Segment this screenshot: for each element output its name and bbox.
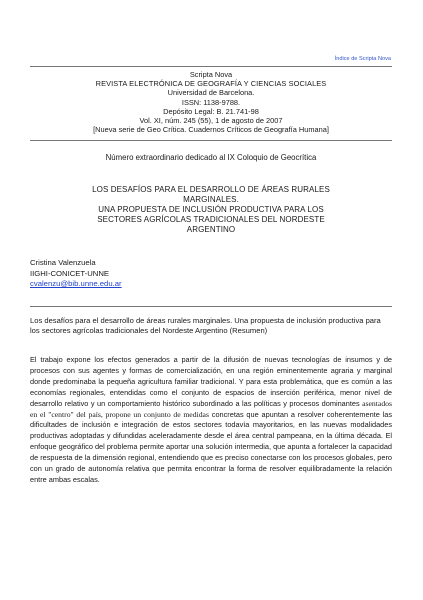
author-affiliation: IIGHI-CONICET-UNNE (30, 268, 110, 278)
article-title (40, 185, 382, 235)
issn: ISSN: 1138-9788. (181, 97, 241, 107)
section-rule (30, 306, 392, 307)
summary-heading: Los desafíos para el desarrollo de áreas rurales marginales. Una propuesta de inclusión productiva para los sectores agrícolas tradicionales del Nordeste Argentino (Resumen) (30, 316, 381, 336)
journal-name: REVISTA ELECTRÓNICA DE GEOGRAFÍA Y CIENCIAS SOCIALES (95, 79, 327, 89)
legal-deposit: Depósito Legal: B. 21.741-98 (163, 106, 259, 116)
title-line: MARGINALES. (183, 195, 239, 204)
masthead-rule (30, 140, 392, 141)
abstract-part: El trabajo expone los efectos generados a partir de la difusión de nuevas tecnologías de insumos y de procesos con sus agentes y formas de comercialización, en una región eminentemente agraria y marginal donde predominaba la pequeña agricultura familiar tradicional. Y para esta problemática, que es común a las economías regionales, entendidas como el conjunto de espacios de inserción periférica, menor nivel de desarrollo relativo y un comportamiento histórico subordinado a las políticas y procesos dominantes (30, 355, 392, 408)
masthead (30, 70, 392, 134)
index-link[interactable]: Índice de Scripta Nova (334, 56, 391, 62)
university: Universidad de Barcelona. (167, 88, 255, 98)
author-email-link[interactable]: cvalenzu@bib.unne.edu.ar (30, 279, 122, 289)
new-series-note: [Nueva serie de Geo Crítica. Cuadernos Críticos de Geografía Humana] (93, 125, 329, 135)
volume-info: Vol. XI, núm. 245 (55), 1 de agosto de 2007 (139, 116, 283, 126)
title-line: LOS DESAFÍOS PARA EL DESARROLLO DE ÁREAS RURALES (92, 185, 330, 194)
abstract-text (30, 355, 392, 486)
author-block (30, 258, 122, 290)
special-issue: Número extraordinario dedicado al IX Coloquio de Geocrítica (105, 153, 317, 162)
title-line: ARGENTINO (186, 225, 236, 234)
abstract-part: concretas que apuntan a resolver coherentemente las dificultades de inclusión e integración de estos sectores todavía mayoritarios, en las nuevas modalidades productivas adoptadas y difundidas aceleradamente desde el área central pampeana, en la última década. El enfoque geográfico del problema permite aportar una solución intermedia, que apunta a fortalecer la capacidad de respuesta de la dimensión regional, entendiendo que es preciso conectarse con los procesos globales, pero con un grado de autonomía relativa que permita encontrar la forma de resolver equilibradamente la relación entre ambas escalas. (30, 409, 392, 484)
author-name: Cristina Valenzuela (30, 258, 96, 267)
series-name: Scripta Nova (189, 70, 233, 79)
title-line: SECTORES AGRÍCOLAS TRADICIONALES DEL NORDESTE (97, 215, 325, 224)
top-rule (30, 66, 392, 67)
title-line: UNA PROPUESTA DE INCLUSIÓN PRODUCTIVA PARA LOS (98, 205, 324, 214)
abstract-part-serif: asentados en el "centro" del país, propone un conjunto de medidas (30, 398, 392, 419)
